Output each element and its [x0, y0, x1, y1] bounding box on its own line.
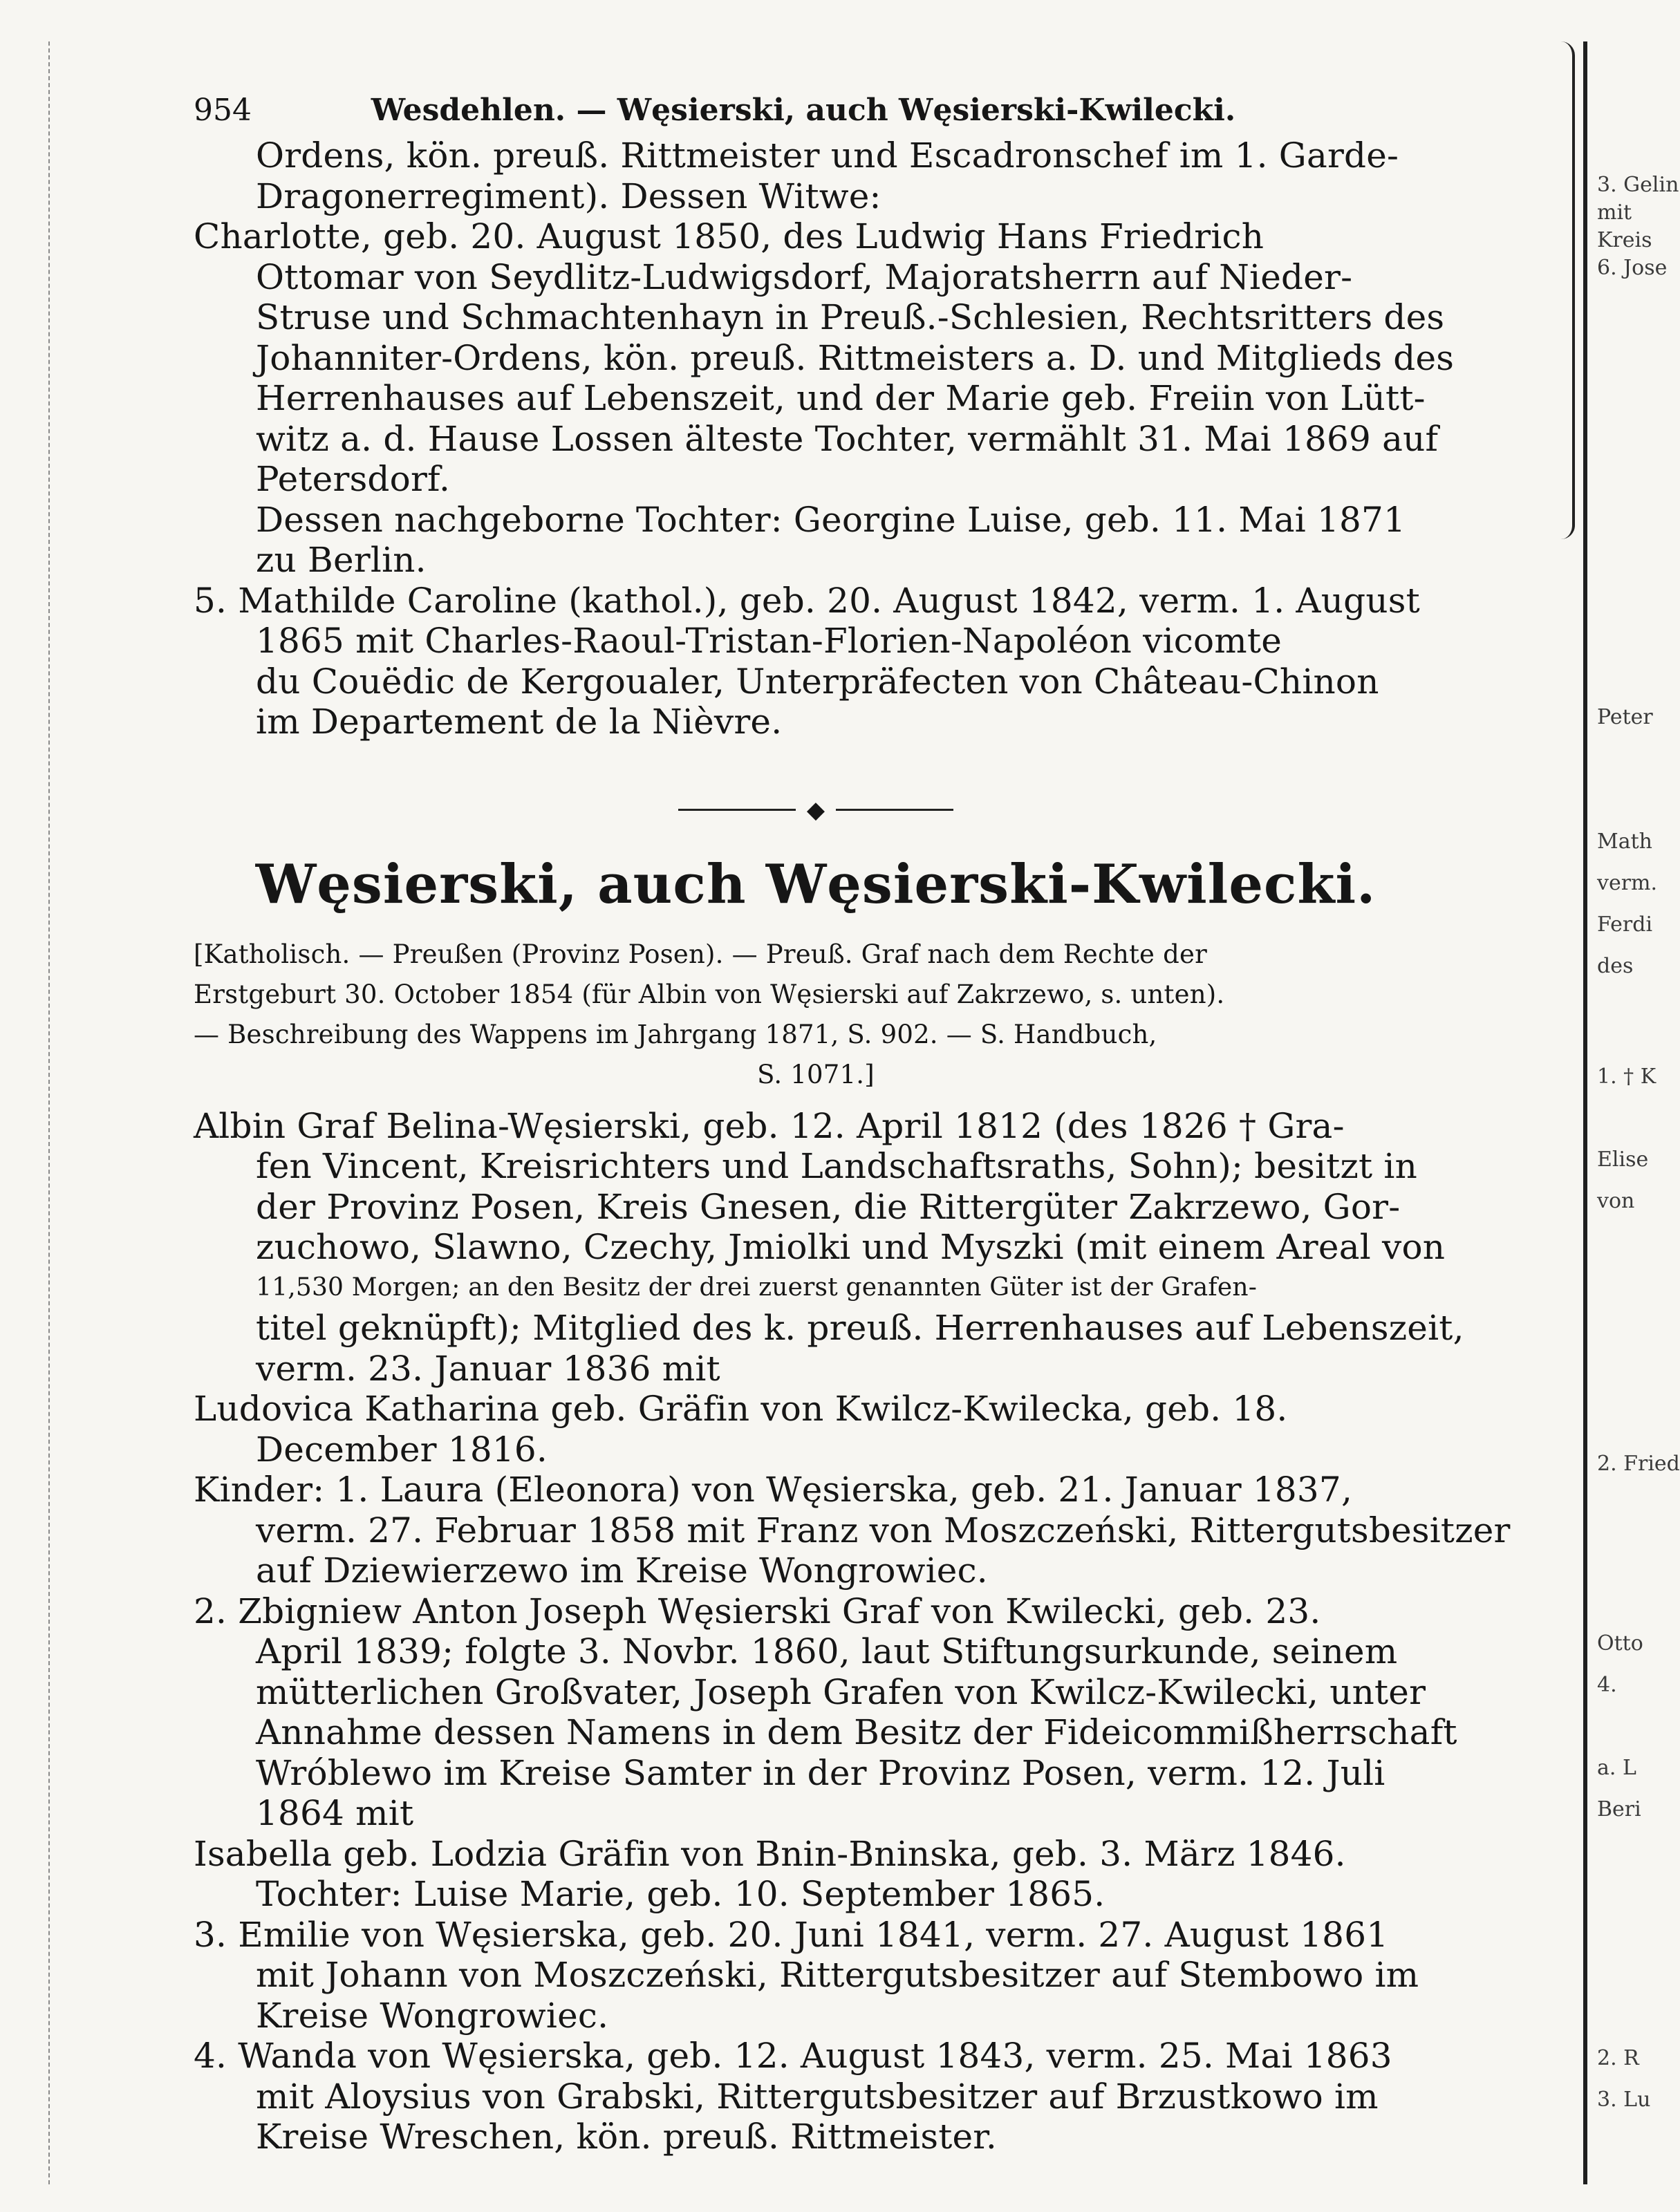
section-divider [194, 789, 1438, 831]
text-line: 4. Wanda von Węsierska, geb. 12. August 1843, verm. 25. Mai 1863 [194, 2036, 1392, 2076]
edge-fragment: 1. † K [1597, 1065, 1656, 1089]
left-margin-marks [48, 41, 54, 2184]
text-line: Isabella geb. Lodzia Gräfin von Bnin-Bninska, geb. 3. März 1846. [194, 1833, 1346, 1874]
divider-ornament-icon: ◆ [806, 796, 825, 824]
text-line: Wróblewo im Kreise Samter in der Provinz Posen, verm. 12. Juli [256, 1752, 1385, 1793]
text-line: Charlotte, geb. 20. August 1850, des Ludwig Hans Friedrich [194, 216, 1264, 256]
text-line: Struse und Schmachtenhayn in Preuß.-Schlesien, Rechtsritters des [256, 297, 1445, 337]
text-line: Annahme dessen Namens in dem Besitz der Fideicommißherrschaft [256, 1712, 1457, 1752]
text-line: zuchowo, Slawno, Czechy, Jmiolki und Myszki (mit einem Areal von [256, 1227, 1446, 1267]
running-title: Wesdehlen. — Węsierski, auch Węsierski-Kwilecki. [371, 93, 1236, 128]
text-line: Herrenhauses auf Lebenszeit, und der Marie geb. Freiin von Lütt- [256, 378, 1426, 418]
text-line: Ordens, kön. preuß. Rittmeister und Escadronschef im 1. Garde- [256, 135, 1399, 176]
text-line: December 1816. [256, 1429, 548, 1470]
edge-fragment: 3. Gelin [1597, 173, 1679, 197]
edge-fragment: Kreis [1597, 228, 1652, 252]
text-line: fen Vincent, Kreisrichters und Landschaftsraths, Sohn); besitzt in [256, 1146, 1417, 1186]
text-line: Ludovica Katharina geb. Gräfin von Kwilcz-Kwilecka, geb. 18. [194, 1389, 1288, 1429]
text-line: Kinder: 1. Laura (Eleonora) von Węsierska, geb. 21. Januar 1837, [194, 1470, 1353, 1510]
page-number: 954 [194, 93, 252, 128]
edge-fragment: 6. Jose [1597, 256, 1668, 280]
book-page [194, 90, 1511, 2157]
text-line: mit Johann von Moszczeński, Rittergutsbesitzer auf Stembowo im [256, 1955, 1419, 1995]
text-line: 2. Zbigniew Anton Joseph Węsierski Graf von Kwilecki, geb. 23. [194, 1591, 1321, 1631]
text-line: Dessen nachgeborne Tochter: Georgine Luise, geb. 11. Mai 1871 [256, 499, 1406, 540]
edge-fragment: 2. Fried [1597, 1452, 1680, 1476]
text-line: mit Aloysius von Grabski, Rittergutsbesitzer auf Brzustkowo im [256, 2076, 1379, 2117]
text-line: der Provinz Posen, Kreis Gnesen, die Rittergüter Zakrzewo, Gor- [256, 1186, 1401, 1227]
edge-fragment: Ferdi [1597, 912, 1653, 937]
text-line: Albin Graf Belina-Węsierski, geb. 12. April 1812 (des 1826 † Gra- [194, 1105, 1345, 1146]
text-line: 3. Emilie von Węsierska, geb. 20. Juni 1841, verm. 27. August 1861 [194, 1914, 1389, 1955]
text-line: auf Dziewierzewo im Kreise Wongrowiec. [256, 1550, 988, 1591]
text-line: mütterlichen Großvater, Joseph Grafen von Kwilcz-Kwilecki, unter [256, 1671, 1426, 1712]
running-header [194, 90, 1438, 131]
edge-fragment: Peter [1597, 705, 1653, 729]
text-line: du Couëdic de Kergoualer, Unterpräfecten von Château-Chinon [256, 661, 1379, 702]
edge-fragment: a. L [1597, 1756, 1636, 1780]
previous-entry-continuation [194, 135, 1455, 742]
binding-bracket [1556, 41, 1575, 539]
note-line: [Katholisch. — Preußen (Provinz Posen). — Preuß. Graf nach dem Rechte der [194, 939, 1207, 969]
bracket-note [194, 935, 1438, 1095]
edge-fragment: von [1597, 1189, 1635, 1213]
edge-fragment: 2. R [1597, 2046, 1639, 2070]
text-line: zu Berlin. [256, 540, 427, 580]
edge-fragment: mit [1597, 200, 1632, 225]
edge-fragment: 4. [1597, 1673, 1617, 1697]
divider-rule [836, 809, 953, 811]
edge-fragment: Math [1597, 830, 1652, 854]
divider-rule [678, 809, 796, 811]
text-line: April 1839; folgte 3. Novbr. 1860, laut Stiftungsurkunde, seinem [256, 1631, 1398, 1671]
text-line: Petersdorf. [256, 459, 451, 499]
text-line: Johanniter-Ordens, kön. preuß. Rittmeisters a. D. und Mitglieds des [256, 337, 1455, 378]
edge-fragment: verm. [1597, 871, 1658, 895]
note-line: — Beschreibung des Wappens im Jahrgang 1871, S. 902. — S. Handbuch, [194, 1019, 1157, 1049]
text-line: Kreise Wongrowiec. [256, 1995, 609, 2036]
text-line: 1864 mit [256, 1793, 414, 1833]
text-line: Tochter: Luise Marie, geb. 10. September 1865. [256, 1874, 1105, 1914]
text-line: titel geknüpft); Mitglied des k. preuß. Herrenhauses auf Lebenszeit, [256, 1308, 1464, 1348]
note-line: S. 1071.] [757, 1059, 875, 1089]
page-gutter [1583, 41, 1587, 2184]
family-entries [194, 1105, 1511, 2157]
edge-fragment: Otto [1597, 1631, 1643, 1656]
section-heading: Węsierski, auch Węsierski-Kwilecki. [255, 852, 1376, 916]
edge-fragment: 3. Lu [1597, 2088, 1651, 2112]
text-line: verm. 27. Februar 1858 mit Franz von Moszczeński, Rittergutsbesitzer [256, 1510, 1511, 1550]
text-line: Ottomar von Seydlitz-Ludwigsdorf, Majoratsherrn auf Nieder- [256, 256, 1353, 297]
text-line: 5. Mathilde Caroline (kathol.), geb. 20. August 1842, verm. 1. August [194, 580, 1420, 621]
text-line: verm. 23. Januar 1836 mit [256, 1348, 720, 1389]
edge-fragment: des [1597, 954, 1634, 978]
note-line: Erstgeburt 30. October 1854 (für Albin von Węsierski auf Zakrzewo, s. unten). [194, 979, 1225, 1009]
edge-fragment: Beri [1597, 1797, 1641, 1821]
text-line: witz a. d. Hause Lossen älteste Tochter, vermählt 31. Mai 1869 auf [256, 418, 1439, 459]
text-line: Kreise Wreschen, kön. preuß. Rittmeister. [256, 2117, 997, 2157]
edge-fragment: Elise [1597, 1147, 1649, 1172]
text-line: Dragonerregiment). Dessen Witwe: [256, 176, 881, 216]
text-line: 11,530 Morgen; an den Besitz der drei zuerst genannten Güter ist der Grafen- [256, 1273, 1258, 1302]
text-line: 1865 mit Charles-Raoul-Tristan-Florien-Napoléon vicomte [256, 621, 1282, 661]
text-line: im Departement de la Nièvre. [256, 702, 783, 742]
